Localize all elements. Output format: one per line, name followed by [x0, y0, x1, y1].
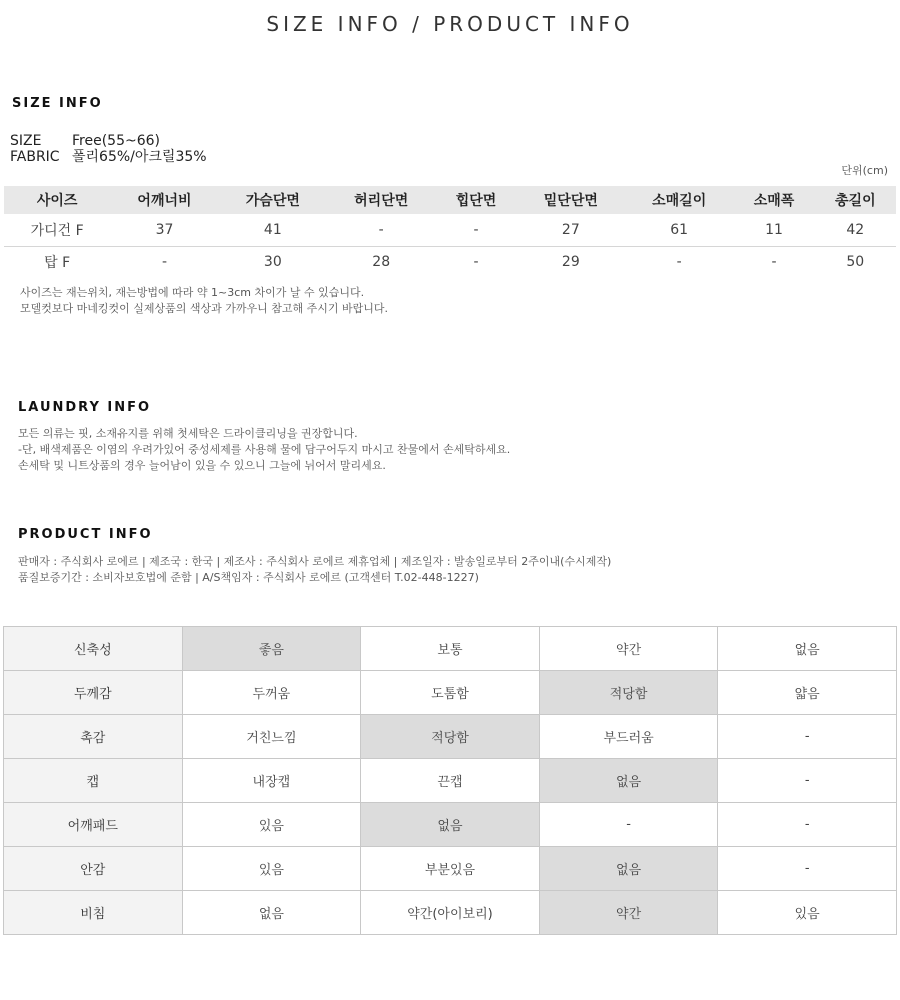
table-cell: 11 — [733, 214, 814, 246]
table-row — [4, 246, 896, 278]
note-line: 손세탁 및 니트상품의 경우 늘어남이 있을 수 있으니 그늘에 뉘어서 말리세요. — [18, 459, 386, 472]
property-row — [4, 891, 897, 935]
size-table — [4, 186, 896, 278]
property-option-selected: 없음 — [539, 759, 718, 803]
property-label: 촉감 — [4, 715, 183, 759]
size-row — [10, 133, 207, 149]
unit-label: 단위(cm) — [841, 164, 888, 177]
property-option-selected: 적당함 — [361, 715, 540, 759]
fabric-label: FABRIC — [10, 149, 60, 165]
property-option: 있음 — [182, 803, 361, 847]
property-option: 내장캡 — [182, 759, 361, 803]
property-label: 신축성 — [4, 627, 183, 671]
table-cell: - — [327, 214, 435, 246]
note-line: 사이즈는 재는위치, 재는방법에 따라 약 1~3cm 차이가 날 수 있습니다. — [20, 286, 365, 299]
property-option: - — [718, 803, 897, 847]
note-line: 품질보증기간 : 소비자보호법에 준함 | A/S책임자 : 주식회사 로에르 (고객센터 T.02-448-1227) — [18, 571, 479, 584]
property-option: 있음 — [718, 891, 897, 935]
property-label: 어깨패드 — [4, 803, 183, 847]
table-cell: 42 — [815, 214, 896, 246]
size-info-heading: SIZE INFO — [12, 96, 103, 111]
size-notes — [20, 285, 388, 317]
property-option-selected: 없음 — [361, 803, 540, 847]
property-option-selected: 약간 — [539, 891, 718, 935]
table-cell: - — [676, 254, 682, 271]
note-line: 모든 의류는 핏, 소재유지를 위해 첫세탁은 드라이클리닝을 권장합니다. — [18, 427, 358, 440]
property-row — [4, 803, 897, 847]
property-option: 약간 — [539, 627, 718, 671]
property-option: 두꺼움 — [182, 671, 361, 715]
table-cell: 탑 F — [44, 255, 71, 272]
table-cell: 61 — [625, 214, 733, 246]
property-label: 비침 — [4, 891, 183, 935]
col-header: 허리단면 — [327, 186, 435, 214]
property-row — [4, 627, 897, 671]
property-option: 도톰함 — [361, 671, 540, 715]
property-option: 부드러움 — [539, 715, 718, 759]
property-option: 없음 — [718, 627, 897, 671]
note-line: 모델컷보다 마네킹컷이 실제상품의 색상과 가까우니 참고해 주시기 바랍니다. — [20, 302, 389, 315]
property-option: - — [718, 847, 897, 891]
table-cell: 가디건 F — [4, 214, 110, 246]
property-option: 얇음 — [718, 671, 897, 715]
note-line: -단, 배색제품은 이염의 우려가있어 중성세제를 사용해 물에 담구어두지 마시고 찬물에서 손세탁하세요. — [18, 443, 511, 456]
table-cell: - — [771, 254, 777, 271]
table-cell: 27 — [517, 214, 625, 246]
table-cell: - — [161, 254, 167, 271]
property-label: 두께감 — [4, 671, 183, 715]
laundry-info-heading: LAUNDRY INFO — [18, 400, 152, 415]
property-option: 부분있음 — [361, 847, 540, 891]
property-table — [3, 626, 897, 935]
laundry-notes — [18, 426, 510, 474]
table-cell: 30 — [263, 254, 282, 271]
table-cell: 37 — [110, 214, 218, 246]
col-header: 밑단단면 — [517, 186, 625, 214]
property-row — [4, 671, 897, 715]
col-header: 사이즈 — [4, 186, 110, 214]
property-option: - — [718, 759, 897, 803]
property-option: - — [539, 803, 718, 847]
property-option: 없음 — [182, 891, 361, 935]
col-header: 어깨너비 — [110, 186, 218, 214]
property-row — [4, 847, 897, 891]
table-cell: 29 — [561, 254, 580, 271]
product-info-heading: PRODUCT INFO — [18, 527, 153, 542]
product-notes — [18, 554, 611, 586]
fabric-value: 폴리65%/아크릴35% — [72, 149, 207, 165]
property-option: 거친느낌 — [182, 715, 361, 759]
table-cell: - — [473, 254, 479, 271]
property-label: 캡 — [4, 759, 183, 803]
property-option-selected: 좋음 — [182, 627, 361, 671]
note-line: 판매자 : 주식회사 로에르 | 제조국 : 한국 | 제조사 : 주식회사 로에르 제휴업체 | 제조일자 : 발송일로부터 2주이내(수시제작) — [18, 555, 612, 568]
property-option: 보통 — [361, 627, 540, 671]
table-cell: 28 — [372, 254, 391, 271]
size-table-header — [4, 186, 896, 214]
property-option-selected: 적당함 — [539, 671, 718, 715]
col-header: 가슴단면 — [219, 186, 327, 214]
table-cell: - — [435, 214, 516, 246]
property-row — [4, 715, 897, 759]
property-option: 있음 — [182, 847, 361, 891]
property-option: - — [718, 715, 897, 759]
size-meta — [10, 133, 207, 165]
size-value: Free(55~66) — [72, 133, 160, 149]
table-row — [4, 214, 896, 246]
page-title: SIZE INFO / PRODUCT INFO — [266, 12, 634, 36]
fabric-row — [10, 149, 207, 165]
property-option: 끈캡 — [361, 759, 540, 803]
col-header: 소매길이 — [625, 186, 733, 214]
property-option-selected: 없음 — [539, 847, 718, 891]
property-label: 안감 — [4, 847, 183, 891]
table-cell: 41 — [219, 214, 327, 246]
property-row — [4, 759, 897, 803]
col-header: 힙단면 — [435, 186, 516, 214]
size-label: SIZE — [10, 133, 42, 149]
col-header: 총길이 — [815, 186, 896, 214]
property-option: 약간(아이보리) — [361, 891, 540, 935]
col-header: 소매폭 — [733, 186, 814, 214]
table-cell: 50 — [846, 254, 865, 271]
